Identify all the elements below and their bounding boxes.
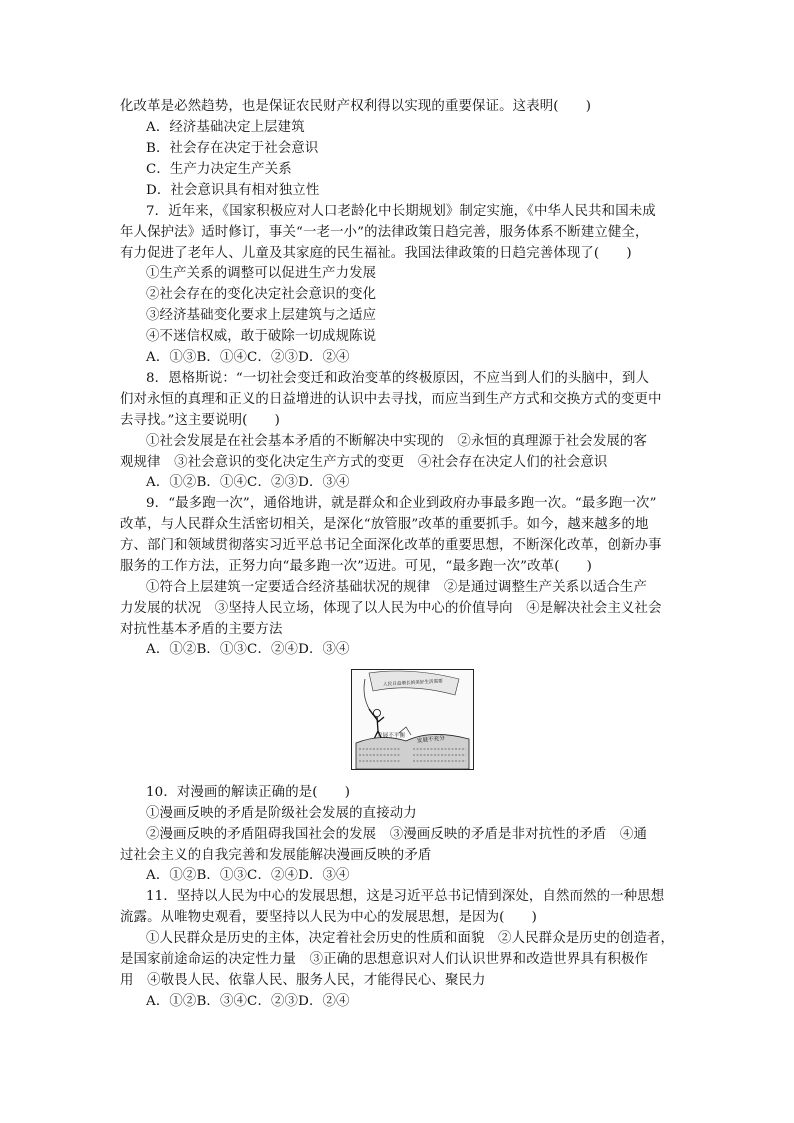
q10-statements-3: 过社会主义的自我完善和发展能解决漫画反映的矛盾 — [120, 848, 432, 863]
q11-stem-line-2: 流露。从唯物史观看，要坚持以人民为中心的发展思想，是因为( ) — [120, 910, 537, 925]
cartoon-illustration — [351, 669, 474, 770]
cartoon-banner-text: 人民日益增长的美好生活需要 — [383, 679, 443, 688]
q10-options: A．①②B．①③C．②④D．③④ — [146, 868, 350, 883]
q11-stem-line-1: 11．坚持以人民为中心的发展思想，这是习近平总书记情到深处，自然而然的一种思想 — [146, 889, 665, 904]
q11-statements-1: ①人民群众是历史的主体，决定着社会历史的性质和面貌 ②人民群众是历史的创造者， — [146, 931, 675, 946]
q6-option-c: C．生产力决定生产关系 — [146, 162, 292, 177]
q8-stem-line-3: 去寻找。”这主要说明( ) — [120, 413, 280, 428]
q7-stem-line-1: 7．近年来，《国家积极应对人口老龄化中长期规划》制定实施，《中华人民共和国未成 — [146, 204, 656, 219]
q8-options: A．①②B．①④C．②③D．③④ — [146, 475, 350, 490]
q11-statements-3: 用 ④敬畏人民、依靠人民、服务人民，才能得民心、聚民力 — [120, 973, 486, 988]
q9-statements-3: 对抗性基本矛盾的主要方法 — [120, 622, 283, 637]
q6-option-a: A．经济基础决定上层建筑 — [146, 120, 305, 135]
q11-statements-2: 是国家前途命运的决定性力量 ③正确的思想意识对人们认识世界和改造世界具有积极作 — [120, 952, 649, 967]
q7-statement-2: ②社会存在的变化决定社会意识的变化 — [146, 287, 377, 302]
q7-statement-1: ①生产关系的调整可以促进生产力发展 — [146, 266, 377, 281]
q11-options: A．①②B．③④C．②③D．②④ — [146, 994, 350, 1009]
q10-statements-2: ②漫画反映的矛盾阻碍我国社会的发展 ③漫画反映的矛盾是非对抗性的矛盾 ④通 — [146, 827, 648, 842]
q10-statement-1: ①漫画反映的矛盾是阶级社会发展的直接动力 — [146, 806, 417, 821]
q7-statement-3: ③经济基础变化要求上层建筑与之适应 — [146, 308, 377, 323]
q9-stem-line-2: 改革，与人民群众生活密切相关，是深化“放管服”改革的重要抓手。如今，越来越多的地 — [120, 517, 649, 532]
q6-option-d: D．社会意识具有相对独立性 — [146, 183, 320, 198]
q7-stem-line-2: 年人保护法》适时修订，事关“一老一小”的法律政策日趋完善，服务体系不断建立健全， — [120, 225, 649, 240]
q9-stem-line-4: 服务的工作方法，正努力向“最多跑一次”迈进。可见，“最多跑一次”改革( ) — [120, 559, 593, 574]
q7-options: A．①③B．①④C．②③D．②④ — [146, 350, 350, 365]
q9-stem-line-1: 9．“最多跑一次”，通俗地讲，就是群众和企业到政府办事最多跑一次。“最多跑一次” — [146, 496, 657, 511]
q10-stem: 10．对漫画的解读正确的是( ) — [146, 785, 351, 800]
q9-statements-2: 力发展的状况 ③坚持人民立场，体现了以人民为中心的价值导向 ④是解决社会主义社会 — [120, 601, 662, 616]
q7-statement-4: ④不迷信权威，敢于破除一切成规陈说 — [146, 329, 377, 344]
q6-stem-end: 化改革是必然趋势，也是保证农民财产权利得以实现的重要保证。这表明( ) — [120, 99, 592, 114]
q9-options: A．①②B．①③C．②④D．③④ — [146, 642, 350, 657]
q9-statements-1: ①符合上层建筑一定要适合经济基础状况的规律 ②是通过调整生产关系以适合生产 — [146, 580, 648, 595]
q8-stem-line-1: 8．恩格斯说：“一切社会变迁和政治变革的终极原因，不应当到人们的头脑中，到人 — [146, 371, 650, 386]
q8-statements-2: 观规律 ③社会意识的变化决定生产方式的变更 ④社会存在决定人们的社会意识 — [120, 455, 608, 470]
q8-statements-1: ①社会发展是在社会基本矛盾的不断解决中实现的 ②永恒的真理源于社会发展的客 — [146, 434, 648, 449]
q9-stem-line-3: 方、部门和领域贯彻落实习近平总书记全面深化改革的重要思想，不断深化改革，创新办事 — [120, 538, 662, 553]
q7-stem-line-3: 有力促进了老年人、儿童及其家庭的民生福祉。我国法律政策的日趋完善体现了( ) — [120, 246, 632, 261]
cartoon-label-left: 发展不平衡 — [377, 733, 405, 739]
q8-stem-line-2: 们对永恒的真理和正义的日益增进的认识中去寻找，而应当到生产方式和交换方式的变更中 — [120, 392, 662, 407]
cartoon-label-right: 发展不充分 — [416, 735, 446, 745]
q6-option-b: B．社会存在决定于社会意识 — [146, 141, 319, 156]
